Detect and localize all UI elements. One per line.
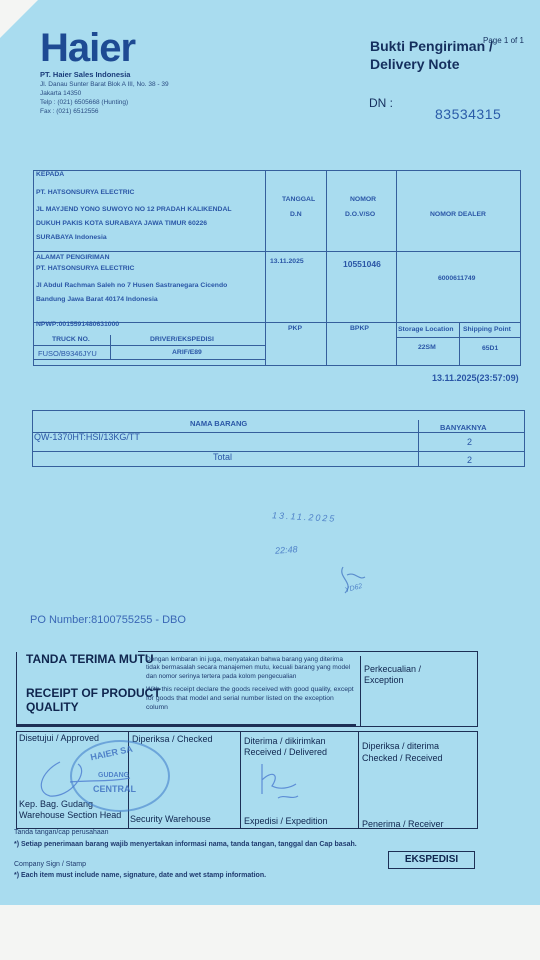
items-name-header: NAMA BARANG	[190, 419, 248, 428]
signature-stamp-note-id: Tanda tangan/cap perusahaan	[14, 829, 109, 836]
items-qty-header: BANYAKNYA	[440, 423, 487, 432]
title-id: Bukti Pengiriman /	[370, 38, 493, 54]
company-fax: Fax : (021) 6512556	[40, 108, 99, 115]
kepada-line: PT. HATSONSURYA ELECTRIC	[36, 189, 135, 196]
warehouse-head-label-id: Kep. Bag. Gudang	[19, 799, 94, 809]
receiver-label: Penerima / Receiver	[362, 819, 444, 829]
kepada-label: KEPADA	[36, 171, 65, 178]
exception-divider	[360, 656, 361, 726]
grid-line	[418, 420, 419, 467]
approved-label: Disetujui / Approved	[19, 733, 100, 743]
footer-note-en: *) Each item must include name, signature, date and wet stamp information.	[14, 872, 267, 879]
driver-value: ARIF/E89	[172, 349, 202, 356]
quality-label: QUALITY	[26, 700, 79, 714]
handwritten-date: 13.11.2025	[271, 510, 337, 524]
ekspedisi-box: EKSPEDISI	[388, 851, 475, 869]
grid-line	[32, 466, 525, 467]
truck-value: FUSO/B9346JYU	[38, 349, 97, 358]
page-indicator: Page 1 of 1	[483, 36, 524, 45]
exception-label-en: Exception	[364, 675, 404, 685]
alamat-line: Bandung Jawa Barat 40174 Indonesia	[36, 296, 158, 303]
grid-line	[33, 359, 265, 360]
grid-line	[358, 731, 359, 829]
grid-line	[32, 410, 33, 467]
grid-line	[396, 170, 397, 366]
stamp-text-bot: CENTRAL	[93, 784, 136, 794]
po-number: PO Number:8100755255 - DBO	[30, 614, 186, 626]
item-name: QW-1370HT:HSI/13KG/TT	[34, 432, 140, 442]
storage-location-value: 22SM	[418, 344, 436, 351]
delivered-label-id: Diterima / dikirimkan	[244, 736, 326, 746]
handwritten-time: 22:48	[274, 544, 298, 556]
dn-label: DN :	[369, 96, 393, 110]
grid-line	[33, 170, 521, 171]
tanda-terima-label: TANDA TERIMA MUTU	[26, 652, 154, 666]
stamp-text-mid: GUDANG	[98, 772, 130, 779]
checked-label: Diperiksa / Checked	[132, 734, 213, 744]
nomor-sub: D.O.V/SO	[345, 211, 376, 218]
shipping-point-label: Shipping Point	[463, 326, 511, 333]
kepada-line: JL MAYJEND YONO SUWOYO NO 12 PRADAH KALIKENDAL	[36, 206, 232, 213]
bpkp-label: BPKP	[350, 325, 369, 332]
grid-line	[32, 410, 525, 411]
grid-line	[33, 345, 265, 346]
npwp: NPWP:0015591480631000	[36, 321, 120, 328]
handwritten-code: YD62	[344, 582, 364, 595]
driver-label: DRIVER/EKSPEDISI	[150, 336, 214, 343]
grid-line	[33, 365, 521, 366]
company-phone: Telp : (021) 6505668 (Hunting)	[40, 99, 129, 106]
checked-received-label-en: Checked / Received	[362, 753, 443, 763]
expedition-label: Expedisi / Expedition	[244, 816, 328, 826]
grid-line	[326, 170, 327, 366]
receipt-text-id: Dengan lembaran ini juga, menyatakan bahwa barang yang diterima tidak bermasalah secara manajemen mutu, kecuali barang yang model dan nomor serinya tertera pada kolom pengecualian	[146, 656, 351, 680]
folded-corner	[0, 0, 38, 38]
grid-line	[520, 170, 521, 366]
company-name: PT. Haier Sales Indonesia	[40, 70, 131, 79]
grid-line	[110, 335, 111, 360]
dealer-value: 6000611749	[438, 275, 476, 282]
approver-signature	[30, 752, 140, 802]
tanggal-sub: D.N	[290, 211, 302, 218]
pkp-label: PKP	[288, 325, 302, 332]
courier-signature	[250, 760, 310, 810]
grid-line	[240, 731, 241, 829]
title-en: Delivery Note	[370, 56, 460, 73]
company-address-line: Jakarta 14350	[40, 90, 82, 97]
warehouse-head-label-en: Warehouse Section Head	[19, 810, 122, 820]
dn-number: 83534315	[435, 106, 502, 122]
security-warehouse-label: Security Warehouse	[130, 814, 211, 824]
truck-label: TRUCK NO.	[52, 336, 90, 343]
stamp-text-top: HAIER SA	[89, 743, 134, 763]
alamat-label: ALAMAT PENGIRIMAN	[36, 254, 110, 261]
checked-received-label-id: Diperiksa / diterima	[362, 741, 440, 751]
company-address-line: Jl. Danau Sunter Barat Blok A III, No. 38 - 39	[40, 81, 169, 88]
receipt-text-en: With this receipt declare the goods received with good quality, except for goods that model and serial number listed on the exception column	[146, 686, 354, 711]
grid-line	[524, 410, 525, 467]
grid-line	[459, 322, 460, 366]
grid-line	[33, 251, 521, 252]
delivered-label-en: Received / Delivered	[244, 747, 328, 757]
item-qty: 2	[467, 437, 473, 447]
alamat-line: PT. HATSONSURYA ELECTRIC	[36, 265, 135, 272]
footer-note-id: *) Setiap penerimaan barang wajib menyertakan informasi nama, tanda tangan, tanggal dan Cap basah.	[14, 841, 357, 848]
document-title	[370, 37, 493, 73]
dealer-label: NOMOR DEALER	[430, 211, 486, 218]
haier-logo: Haier	[40, 26, 136, 70]
grid-line	[32, 451, 525, 452]
kepada-line: SURABAYA Indonesia	[36, 234, 107, 241]
grid-line	[265, 170, 266, 366]
total-label: Total	[213, 452, 233, 462]
receipt-of-product-label: RECEIPT OF PRODUCT	[26, 686, 161, 700]
nomor-value: 10551046	[343, 259, 381, 269]
tanggal-label: TANGGAL	[282, 196, 316, 203]
nomor-label: NOMOR	[350, 196, 377, 203]
grid-line	[33, 170, 34, 366]
print-timestamp: 13.11.2025(23:57:09)	[432, 373, 519, 383]
kepada-line: DUKUH PAKIS KOTA SURABAYA JAWA TIMUR 60226	[36, 220, 208, 227]
total-qty: 2	[467, 455, 473, 465]
company-sign-label: Company Sign / Stamp	[14, 861, 86, 868]
receipt-bottom-rule	[16, 724, 356, 726]
tanggal-value: 13.11.2025	[270, 258, 304, 265]
storage-location-label: Storage Location	[398, 326, 454, 333]
shipping-point-value: 65D1	[482, 345, 499, 352]
alamat-line: Jl Abdul Rachman Saleh no 7 Husen Sastranegara Cicendo	[36, 282, 228, 289]
handwritten-signature	[335, 563, 375, 601]
exception-label-id: Perkecualian /	[364, 664, 422, 674]
